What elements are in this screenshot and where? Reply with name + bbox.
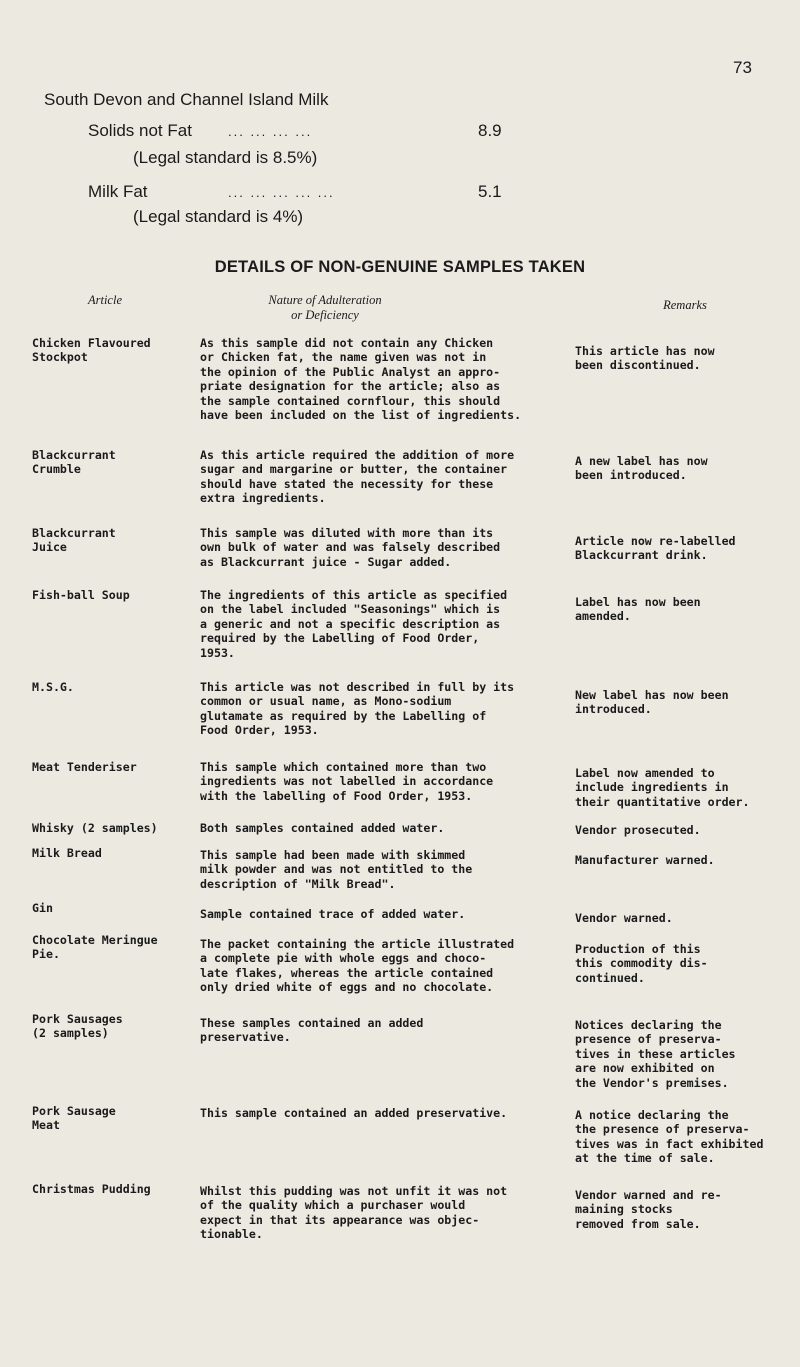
row-remarks: Label has now been amended. — [575, 595, 701, 624]
fat-label: Milk Fat — [88, 182, 148, 201]
row-nature: These samples contained an added preservative. — [200, 1016, 424, 1045]
row-nature: Both samples contained added water. — [200, 821, 445, 835]
row-article: Pork Sausage Meat — [32, 1104, 116, 1133]
row-article: Whisky (2 samples) — [32, 821, 158, 835]
row-article: Fish-ball Soup — [32, 588, 130, 602]
row-nature: This article was not described in full by its common or usual name, as Mono-sodium glutamate as required by the Labelling of Food Order, 1953. — [200, 680, 515, 738]
row-nature: As this sample did not contain any Chicken or Chicken fat, the name given was not in the opinion of the Public Analyst an appro- priate designation for the article; also as the sample contained cornflour, this should have been included on the list of ingredients. — [200, 336, 522, 423]
row-article: Blackcurrant Juice — [32, 526, 116, 555]
column-header-article: Article — [87, 293, 122, 307]
row-remarks: Article now re-labelled Blackcurrant drink. — [575, 534, 736, 563]
row-article: Milk Bread — [32, 846, 102, 860]
solids-value: 8.9 — [478, 121, 502, 140]
row-remarks: A notice declaring the the presence of preserva- tives was in fact exhibited at the time of sale. — [575, 1108, 764, 1166]
row-remarks: A new label has now been introduced. — [575, 454, 708, 483]
table-heading: DETAILS OF NON-GENUINE SAMPLES TAKEN — [214, 258, 586, 276]
row-article: Chocolate Meringue Pie. — [32, 933, 158, 962]
row-article: Christmas Pudding — [32, 1182, 151, 1196]
row-nature: This sample which contained more than two ingredients was not labelled in accordance with the labelling of Food Order, 1953. — [200, 760, 494, 803]
row-article: Meat Tenderiser — [32, 760, 137, 774]
fat-legal-standard: (Legal standard is 4%) — [133, 207, 304, 226]
fat-dots: ... ... ... ... ... — [228, 185, 335, 200]
fat-value: 5.1 — [478, 182, 502, 201]
row-nature: This sample contained an added preservative. — [200, 1106, 508, 1120]
row-nature: This sample was diluted with more than its own bulk of water and was falsely described as Blackcurrant juice - Sugar added. — [200, 526, 501, 569]
row-remarks: Vendor warned and re- maining stocks removed from sale. — [575, 1188, 722, 1231]
solids-legal-standard: (Legal standard is 8.5%) — [133, 148, 318, 167]
column-header-remarks: Remarks — [663, 298, 707, 312]
row-remarks: Notices declaring the presence of preserva- tives in these articles are now exhibited on the Vendor's premises. — [575, 1018, 736, 1090]
solids-not-fat-line — [88, 121, 538, 141]
row-nature: The packet containing the article illustrated a complete pie with whole eggs and choco- late flakes, whereas the article contained only dried white of eggs and no chocolate. — [200, 937, 515, 995]
solids-dots: ... ... ... ... — [228, 124, 313, 139]
row-nature: The ingredients of this article as specified on the label included "Seasonings" which is a generic and not a specific description as required by the Labelling of Food Order, 1953. — [200, 588, 508, 660]
row-remarks: This article has now been discontinued. — [575, 344, 715, 373]
row-remarks: Manufacturer warned. — [575, 853, 715, 867]
row-article: Chicken Flavoured Stockpot — [32, 336, 151, 365]
row-nature: As this article required the addition of more sugar and margarine or butter, the container should have stated the necessity for these extra ingredients. — [200, 448, 515, 506]
row-remarks: Vendor prosecuted. — [575, 823, 701, 837]
milk-section-title: South Devon and Channel Island Milk — [44, 90, 329, 109]
milk-fat-line — [88, 182, 538, 202]
solids-label: Solids not Fat — [88, 121, 192, 140]
row-remarks: New label has now been introduced. — [575, 688, 729, 717]
row-nature: Sample contained trace of added water. — [200, 907, 466, 921]
row-article: Pork Sausages (2 samples) — [32, 1012, 123, 1041]
row-remarks: Vendor warned. — [575, 911, 673, 925]
row-article: M.S.G. — [32, 680, 74, 694]
row-nature: This sample had been made with skimmed milk powder and was not entitled to the description of "Milk Bread". — [200, 848, 473, 891]
row-article: Blackcurrant Crumble — [32, 448, 116, 477]
row-remarks: Production of this this commodity dis- continued. — [575, 942, 708, 985]
row-nature: Whilst this pudding was not unfit it was not of the quality which a purchaser would expect in that its appearance was objec- tionable. — [200, 1184, 508, 1242]
row-remarks: Label now amended to include ingredients in their quantitative order. — [575, 766, 750, 809]
row-article: Gin — [32, 901, 53, 915]
column-header-nature: Nature of Adulteration or Deficiency — [268, 293, 382, 322]
page-number: 73 — [733, 58, 752, 77]
